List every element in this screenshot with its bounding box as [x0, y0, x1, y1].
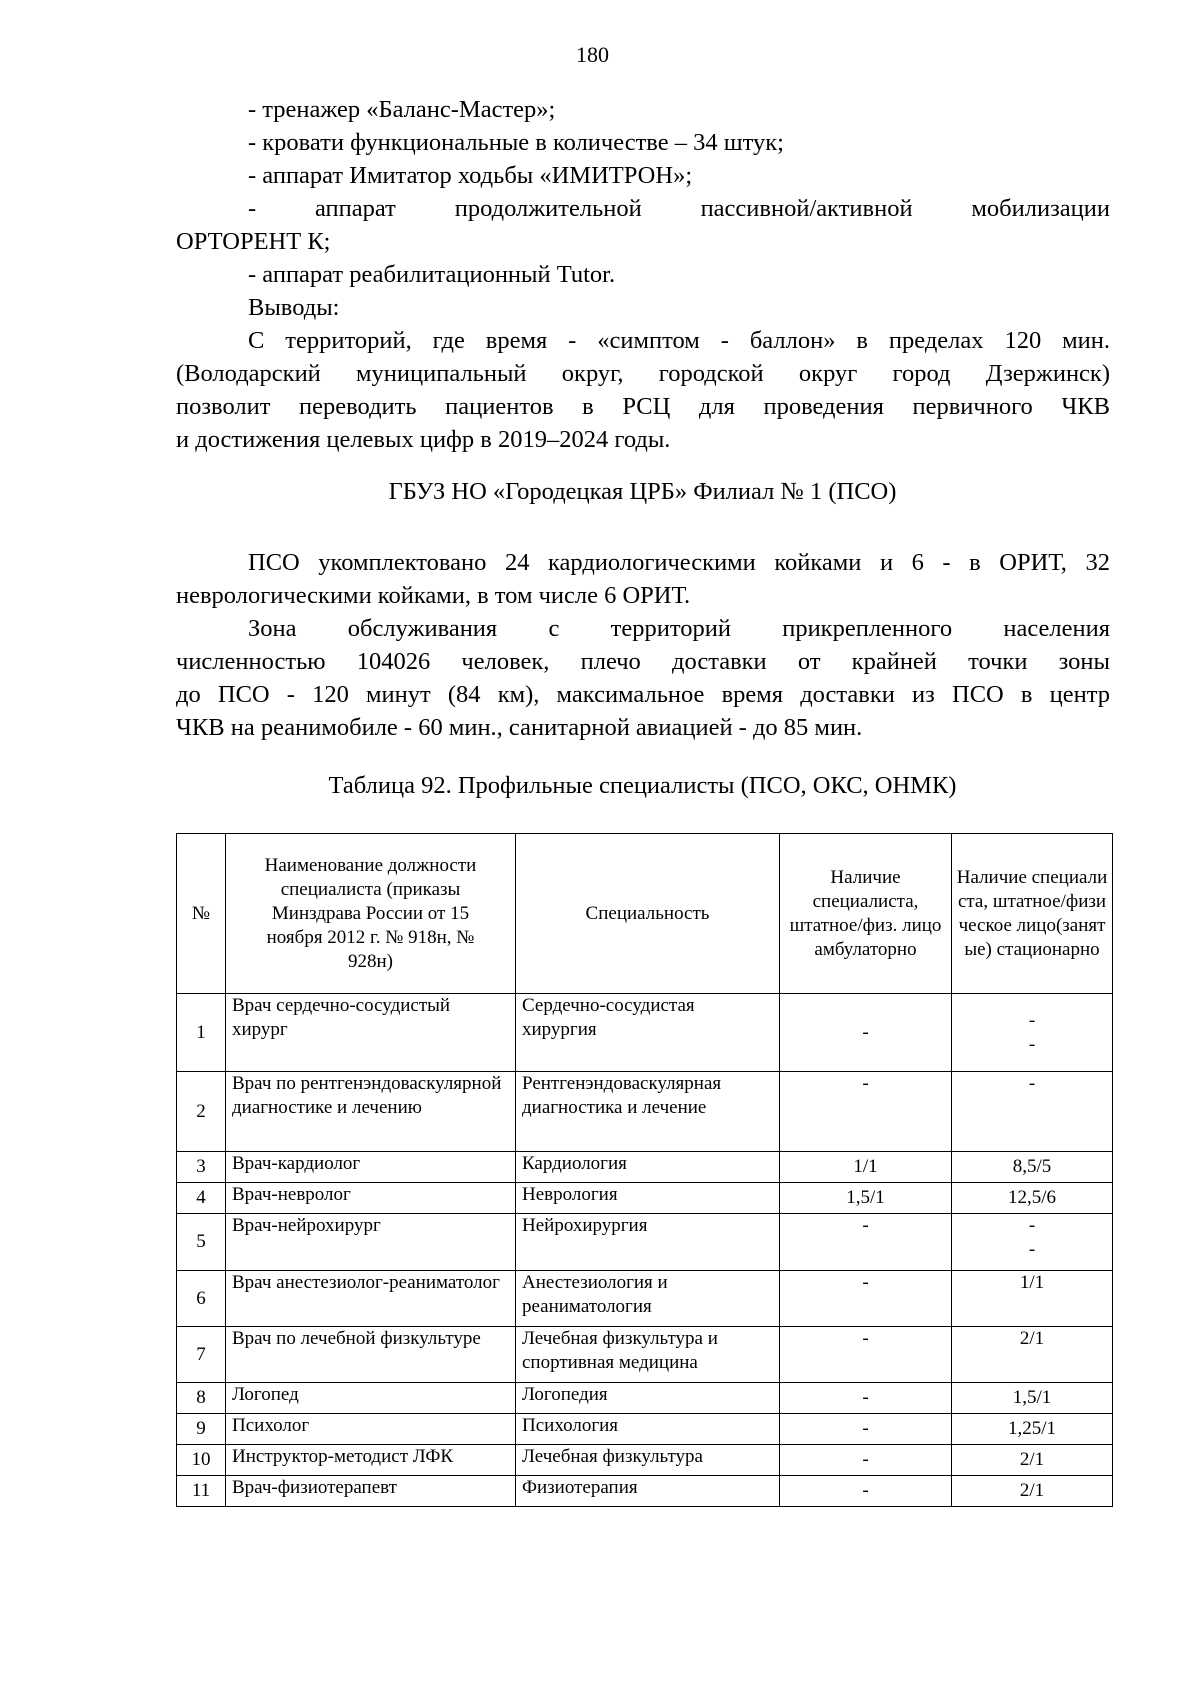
beds-line: ПСО укомплектовано 24 кардиологическими койками и 6 - в ОРИТ, 32 — [248, 549, 1110, 576]
row-num: 8 — [177, 1383, 226, 1414]
row-outpatient: - — [780, 1072, 952, 1152]
row-outpatient: 1,5/1 — [780, 1183, 952, 1214]
row-position: Логопед — [226, 1383, 516, 1414]
page-number: 180 — [576, 42, 609, 67]
row-position: Врач по рентгенэндоваскулярной диагностике и лечению — [226, 1072, 516, 1152]
row-outpatient: - — [780, 994, 952, 1072]
row-num: 7 — [177, 1327, 226, 1383]
table-row — [177, 1476, 1113, 1507]
row-num: 4 — [177, 1183, 226, 1214]
row-outpatient: - — [780, 1476, 952, 1507]
row-num: 3 — [177, 1152, 226, 1183]
row-specialty: Физиотерапия — [516, 1476, 780, 1507]
zone-line: ЧКВ на реанимобиле - 60 мин., санитарной авиацией - до 85 мин. — [176, 714, 863, 741]
row-inpatient: 8,5/5 — [952, 1152, 1113, 1183]
zone-line: численностью 104026 человек, плечо доставки от крайней точки зоны — [176, 648, 1110, 675]
equipment-item: - аппарат Имитатор ходьбы «ИМИТРОН»; — [248, 162, 693, 189]
table-row — [177, 1327, 1113, 1383]
table-row — [177, 1383, 1113, 1414]
table-row — [177, 1414, 1113, 1445]
facility-description — [176, 546, 1110, 744]
table-row — [177, 1445, 1113, 1476]
row-inpatient: 1,5/1 — [952, 1383, 1113, 1414]
row-num: 9 — [177, 1414, 226, 1445]
table-caption: Таблица 92. Профильные специалисты (ПСО, ОКС, ОНМК) — [328, 772, 957, 799]
zone-line: до ПСО - 120 минут (84 км), максимальное время доставки из ПСО в центр — [176, 681, 1110, 708]
row-inpatient: 1/1 — [952, 1271, 1113, 1327]
row-outpatient: - — [780, 1445, 952, 1476]
row-outpatient: - — [780, 1271, 952, 1327]
row-specialty: Анестезиология и реаниматология — [516, 1271, 780, 1327]
row-inpatient: 2/1 — [952, 1445, 1113, 1476]
row-num: 1 — [177, 994, 226, 1072]
header-outpatient: Наличие специалиста, штатное/физ. лицо амбулаторно — [780, 834, 952, 994]
row-specialty: Сердечно-сосудистая хирургия — [516, 994, 780, 1072]
row-num: 2 — [177, 1072, 226, 1152]
header-position: Наименование должности специалиста (приказы Минздрава России от 15 ноября 2012 г. № 918н, № 928н) — [226, 834, 516, 994]
row-specialty: Лечебная физкультура и спортивная медицина — [516, 1327, 780, 1383]
header-inpatient: Наличие специалиста, штатное/физическое лицо(занятые) стационарно — [952, 834, 1113, 994]
row-position: Врач по лечебной физкультуре — [226, 1327, 516, 1383]
row-inpatient-line: - — [1028, 1009, 1036, 1031]
row-position: Инструктор-методист ЛФК — [226, 1445, 516, 1476]
equipment-item: - тренажер «Баланс-Мастер»; — [248, 96, 556, 123]
table-row — [177, 1072, 1113, 1152]
conclusion-line: (Володарский муниципальный округ, городской округ город Дзержинск) — [176, 360, 1110, 387]
equipment-list — [176, 93, 1110, 456]
row-specialty: Нейрохирургия — [516, 1214, 780, 1271]
row-specialty: Психология — [516, 1414, 780, 1445]
row-outpatient: - — [780, 1327, 952, 1383]
row-outpatient: - — [780, 1383, 952, 1414]
row-inpatient-line: - — [1028, 1239, 1036, 1260]
row-outpatient: 1/1 — [780, 1152, 952, 1183]
row-specialty: Кардиология — [516, 1152, 780, 1183]
row-specialty: Рентгенэндоваскулярная диагностика и лечение — [516, 1072, 780, 1152]
conclusion-line: позволит переводить пациентов в РСЦ для проведения первичного ЧКВ — [176, 393, 1110, 420]
specialists-table — [176, 833, 1113, 1507]
row-specialty: Лечебная физкультура — [516, 1445, 780, 1476]
row-num: 11 — [177, 1476, 226, 1507]
row-specialty: Логопедия — [516, 1383, 780, 1414]
row-num: 10 — [177, 1445, 226, 1476]
beds-line: неврологическими койками, в том числе 6 ОРИТ. — [176, 582, 691, 609]
row-num: 5 — [177, 1214, 226, 1271]
row-inpatient: - — [952, 1072, 1113, 1152]
zone-line: Зона обслуживания с территорий прикрепленного населения — [248, 615, 1110, 642]
row-inpatient — [952, 994, 1113, 1072]
row-outpatient: - — [780, 1214, 952, 1271]
row-position: Врач-физиотерапевт — [226, 1476, 516, 1507]
row-position: Психолог — [226, 1414, 516, 1445]
conclusions-label: Выводы: — [248, 294, 340, 321]
table-row — [177, 994, 1113, 1072]
row-inpatient: 12,5/6 — [952, 1183, 1113, 1214]
table-row — [177, 1214, 1113, 1271]
table-row — [177, 1152, 1113, 1183]
table-header-row — [177, 834, 1113, 994]
equipment-item-orthorent-line1: - аппарат продолжительной пассивной/активной мобилизации — [248, 195, 1110, 222]
row-inpatient — [952, 1214, 1113, 1271]
row-specialty: Неврология — [516, 1183, 780, 1214]
row-outpatient: - — [780, 1414, 952, 1445]
row-inpatient-line: - — [1028, 1215, 1036, 1236]
equipment-item: - кровати функциональные в количестве – 34 штук; — [248, 129, 784, 156]
header-num: № — [177, 834, 226, 994]
row-position: Врач-невролог — [226, 1183, 516, 1214]
table-row — [177, 1183, 1113, 1214]
header-specialty: Специальность — [516, 834, 780, 994]
conclusion-line: и достижения целевых цифр в 2019–2024 годы. — [176, 426, 671, 453]
table-row — [177, 1271, 1113, 1327]
facility-heading: ГБУЗ НО «Городецкая ЦРБ» Филиал № 1 (ПСО) — [388, 478, 897, 505]
row-position: Врач-кардиолог — [226, 1152, 516, 1183]
row-inpatient-line: - — [1028, 1033, 1036, 1055]
equipment-item: - аппарат реабилитационный Tutor. — [248, 261, 616, 288]
row-inpatient: 2/1 — [952, 1327, 1113, 1383]
equipment-item-orthorent-line2: ОРТОРЕНТ К; — [176, 228, 331, 255]
row-inpatient: 1,25/1 — [952, 1414, 1113, 1445]
row-position: Врач-нейрохирург — [226, 1214, 516, 1271]
row-num: 6 — [177, 1271, 226, 1327]
row-position: Врач анестезиолог-реаниматолог — [226, 1271, 516, 1327]
row-position: Врач сердечно-сосудистый хирург — [226, 994, 516, 1072]
row-inpatient: 2/1 — [952, 1476, 1113, 1507]
conclusion-line: С территорий, где время - «симптом - баллон» в пределах 120 мин. — [248, 327, 1110, 354]
